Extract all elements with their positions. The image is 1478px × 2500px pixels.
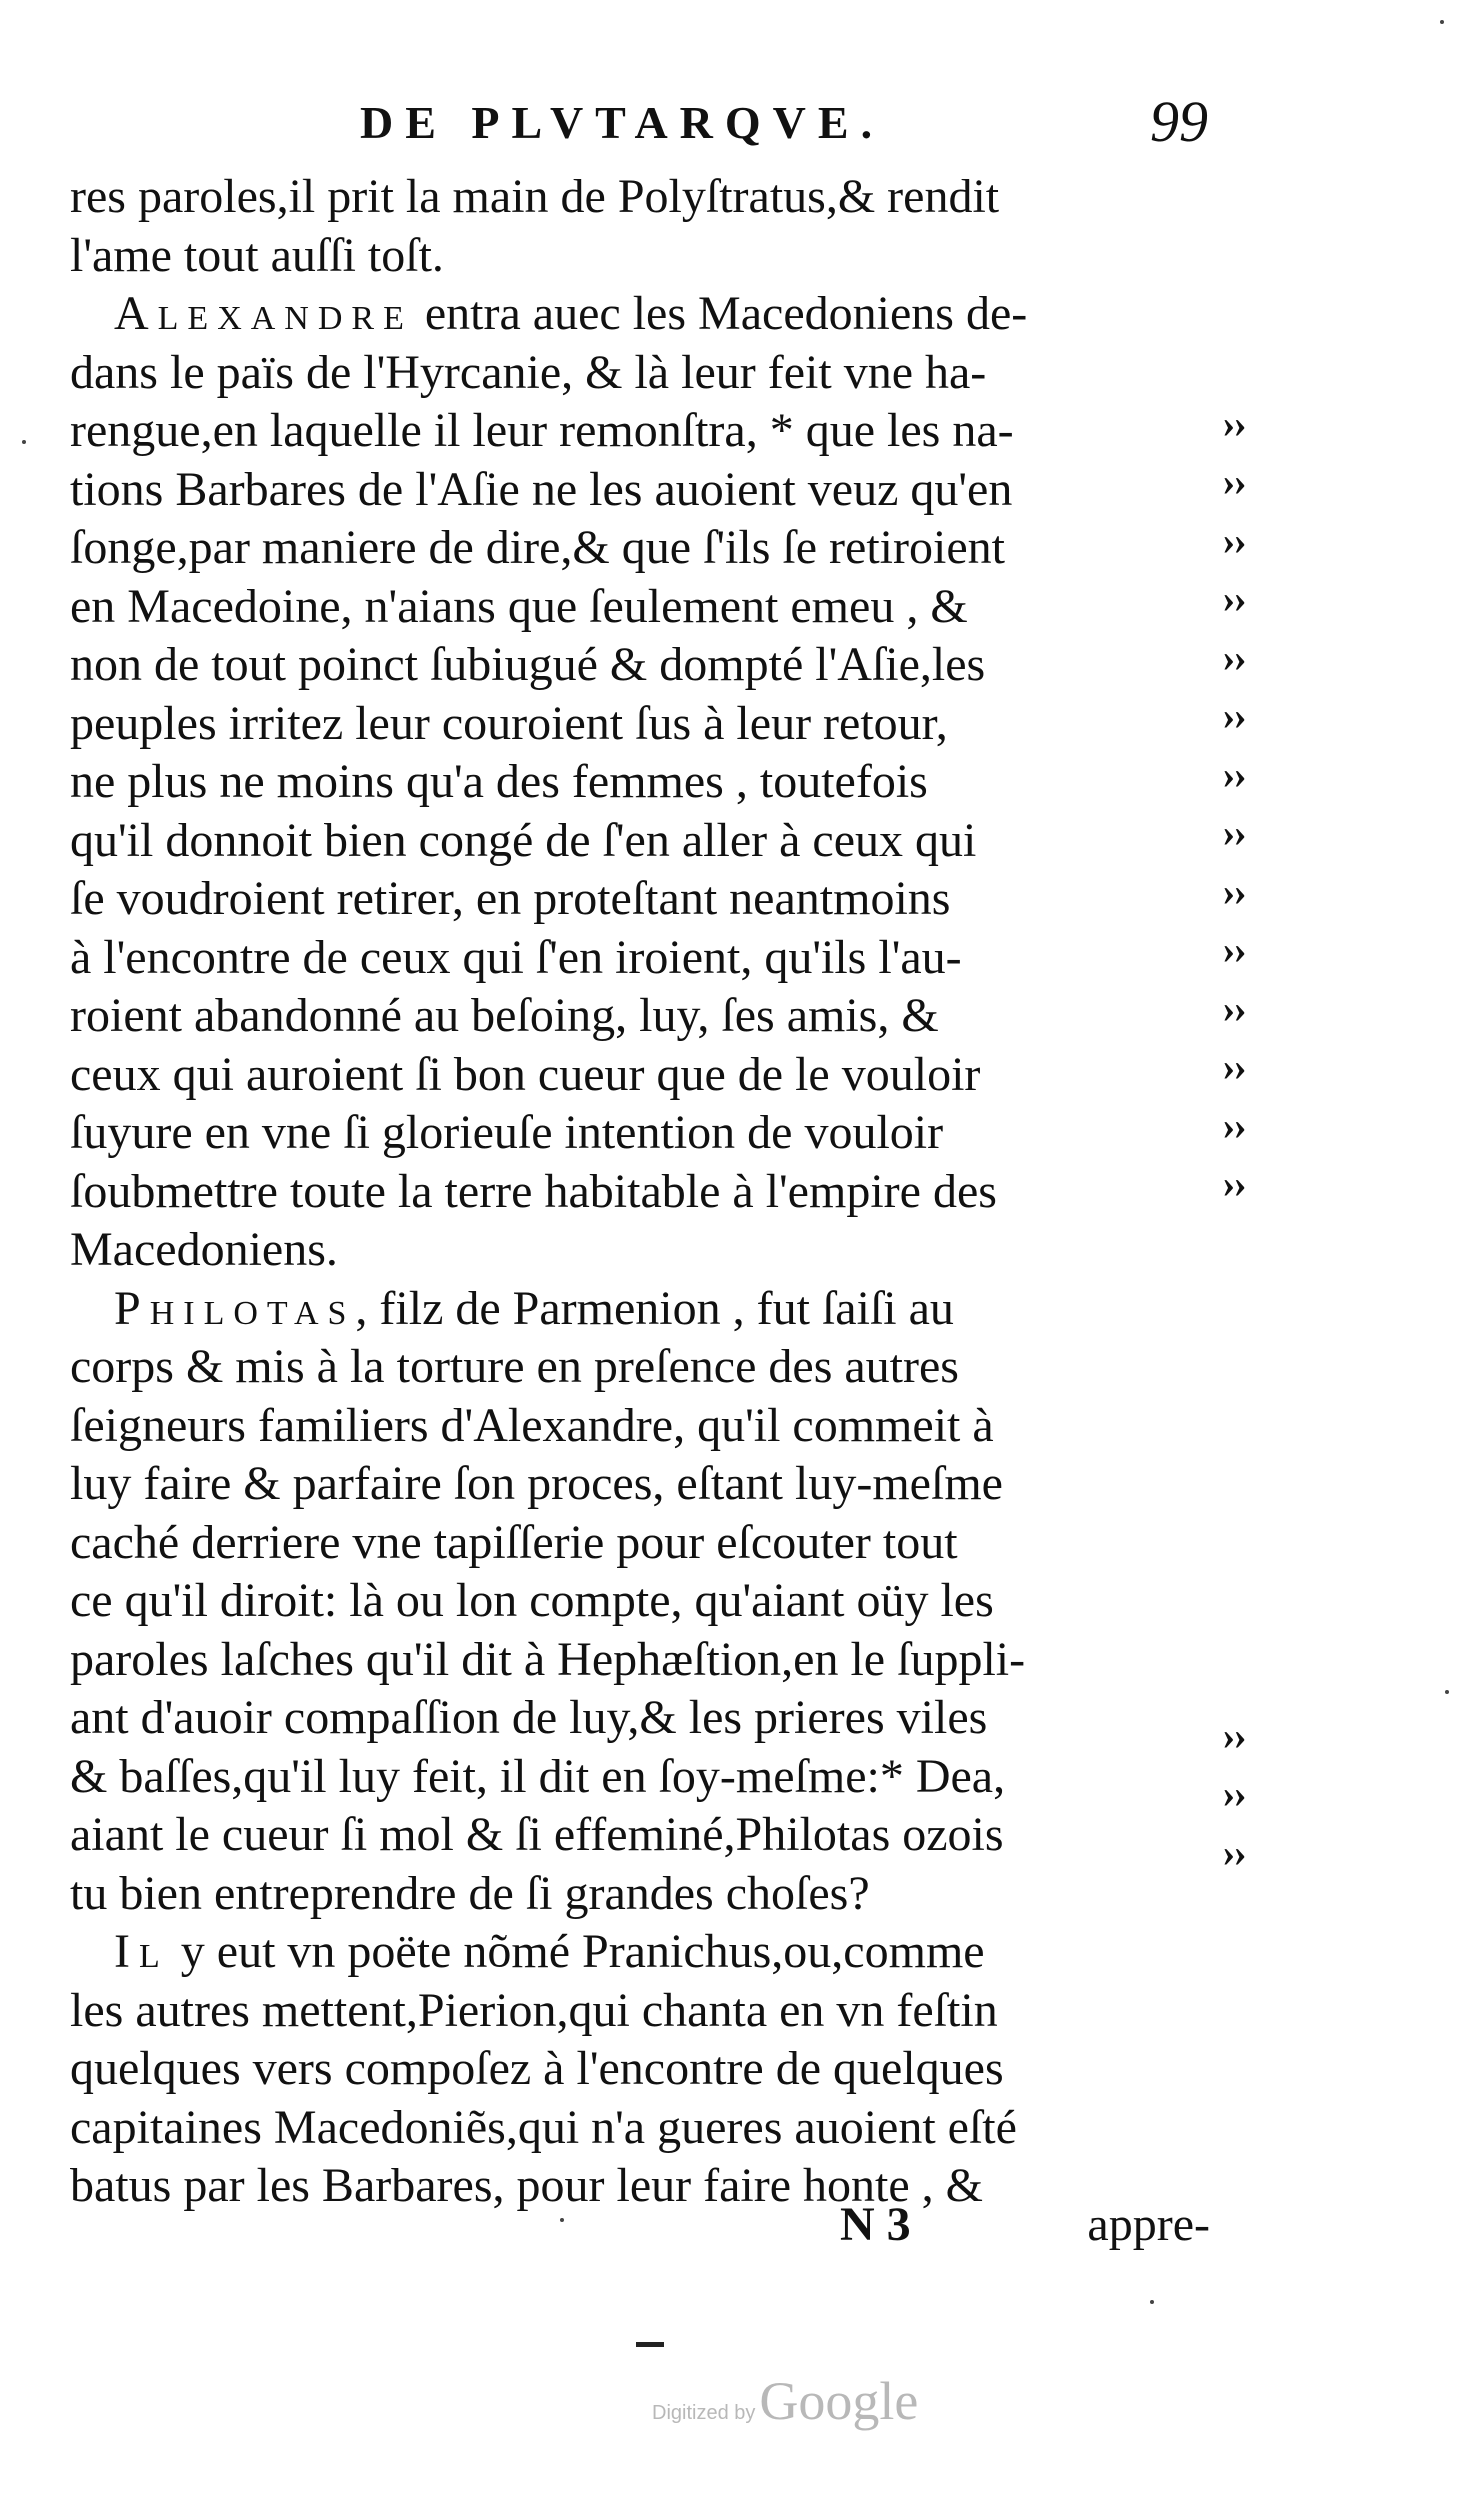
text-line: caché derriere vne tapiſſerie pour eſcouter tout	[70, 1515, 958, 1569]
quote-mark: ››	[1222, 635, 1245, 680]
text-line: rengue,en laquelle il leur remonſtra, * que les na-	[70, 404, 1014, 457]
text-line: capitaines Macedoniẽs,qui n'a gueres auoient eſté	[70, 2100, 1017, 2154]
paragraph-start-philotas	[70, 1280, 1210, 1339]
text-line: res paroles,il prit la main de Polyſtratus,& rendit	[70, 170, 1000, 223]
text-line: ſonge,par maniere de dire,& que ſ'ils ſe retiroient	[70, 521, 1005, 574]
text-line: ſoubmettre toute la terre habitable à l'empire des	[70, 1164, 997, 1218]
text-line: tu bien entreprendre de ſi grandes choſes?	[70, 1866, 870, 1920]
body-text	[70, 168, 1210, 2216]
quote-mark: ››	[1222, 927, 1245, 972]
text-line: l'ame tout auſſi toſt.	[70, 228, 444, 282]
text-line: qu'il donnoit bien congé de ſ'en aller à ceux qui	[70, 813, 977, 867]
paragraph-name: Philotas	[114, 1281, 356, 1335]
text-line: les autres mettent,Pierion,qui chanta en vn feſtin	[70, 1983, 998, 2037]
text-line: luy faire & parfaire ſon proces, eſtant luy-meſme	[70, 1457, 1003, 1510]
quote-mark: ››	[1222, 810, 1245, 855]
text-line: batus par les Barbares, pour leur faire honte , &	[70, 2159, 984, 2212]
text-line: ne plus ne moins qu'a des femmes , toutefois	[70, 755, 928, 808]
print-speck	[1150, 2300, 1154, 2304]
text-line: ſe voudroient retirer, en proteſtant neantmoins	[70, 872, 951, 925]
paragraph-text: , filz de Parmenion , fut ſaiſi au	[355, 1281, 954, 1335]
digitized-prefix: Digitized by	[652, 2402, 756, 2424]
text-line: peuples irritez leur couroient ſus à leur retour,	[70, 696, 948, 750]
signature-mark: N 3	[840, 2198, 911, 2251]
quote-mark: ››	[1222, 1830, 1245, 1875]
quote-mark: ››	[1222, 1044, 1245, 1089]
paragraph-start-alexandre	[70, 285, 1210, 344]
text-line: tions Barbares de l'Aſie ne les auoient veuz qu'en	[70, 462, 1013, 516]
quote-mark: ››	[1222, 1161, 1245, 1206]
quote-mark: ››	[1222, 693, 1245, 738]
text-line: quelques vers compoſez à l'encontre de quelques	[70, 2042, 1004, 2095]
text-line: roient abandonné au beſoing, luy, ſes amis, &	[70, 989, 939, 1042]
print-speck	[1445, 1690, 1449, 1694]
footer-dash	[636, 2342, 664, 2347]
print-speck	[22, 440, 26, 444]
text-line: non de tout poinct ſubiugué & dompté l'Aſie,les	[70, 638, 986, 691]
text-line: Macedoniens.	[70, 1223, 338, 1276]
quote-mark: ››	[1222, 752, 1245, 797]
quote-mark: ››	[1222, 1103, 1245, 1148]
quote-mark: ››	[1222, 1713, 1245, 1758]
paragraph-name: Il	[114, 1925, 169, 1978]
text-line: ſuyure en vne ſi glorieuſe intention de vouloir	[70, 1106, 944, 1159]
quote-mark: ››	[1222, 986, 1245, 1031]
text-line: en Macedoine, n'aians que ſeulement emeu , &	[70, 579, 968, 633]
paragraph-name: Alexandre	[114, 287, 413, 340]
text-line: à l'encontre de ceux qui ſ'en iroient, qu'ils l'au-	[70, 930, 962, 984]
running-head: DE PLVTARQVE.	[360, 97, 885, 148]
page-footer-line	[70, 2195, 1210, 2255]
text-line: corps & mis à la torture en preſence des autres	[70, 1340, 959, 1393]
quote-mark: ››	[1222, 576, 1245, 621]
paragraph-text: entra auec les Macedoniens de-	[412, 287, 1028, 340]
quote-mark: ››	[1222, 1771, 1245, 1816]
quote-mark: ››	[1222, 869, 1245, 914]
text-line: ant d'auoir compaſſion de luy,& les prieres viles	[70, 1691, 988, 1744]
print-speck	[1440, 20, 1444, 24]
text-line: ce qu'il diroit: là ou lon compte, qu'aiant oüy les	[70, 1574, 994, 1627]
print-speck	[560, 2218, 564, 2222]
digitized-watermark	[652, 2370, 918, 2432]
google-logo: Google	[759, 2371, 919, 2431]
text-line: paroles laſches qu'il dit à Hephæſtion,en le ſuppli-	[70, 1632, 1026, 1686]
catchword: appre-	[1087, 2198, 1210, 2251]
paragraph-start-il	[70, 1923, 1210, 1982]
text-line: ſeigneurs familiers d'Alexandre, qu'il commeit à	[70, 1398, 994, 1452]
quote-mark: ››	[1222, 518, 1245, 563]
text-line: aiant le cueur ſi mol & ſi effeminé,Philotas ozois	[70, 1808, 1004, 1861]
text-line: dans le païs de l'Hyrcanie, & là leur feit vne ha-	[70, 345, 987, 399]
page-number: 99	[1150, 89, 1208, 154]
text-line: & baſſes,qu'il luy feit, il dit en ſoy-meſme:* Dea,	[70, 1749, 1006, 1803]
quote-mark: ››	[1222, 401, 1245, 446]
quote-mark: ››	[1222, 459, 1245, 504]
text-line: ceux qui auroient ſi bon cueur que de le vouloir	[70, 1047, 981, 1101]
paragraph-text: y eut vn poëte nõmé Pranichus,ou,comme	[168, 1925, 985, 1978]
